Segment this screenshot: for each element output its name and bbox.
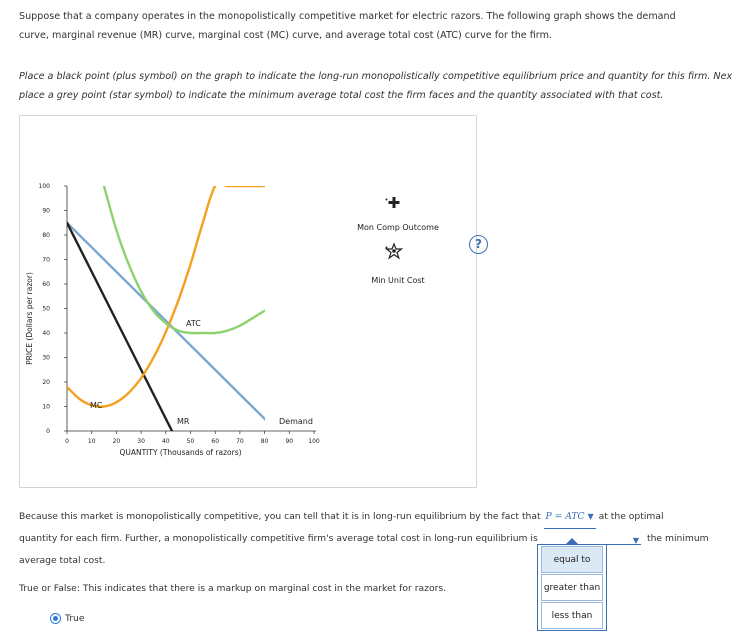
atc-curve [104, 186, 302, 333]
tool-mon-comp-outcome[interactable] [357, 197, 439, 232]
x-tick-label: 50 [186, 438, 195, 445]
instruction-line-1: Place a black point (plus symbol) on the graph to indicate the long-run monopolistically competitive equilibrium price and quantity for this firm. Nex [19, 71, 732, 82]
q1-text-1: Because this market is monopolistically competitive, you can tell that it is in long-run equilibrium by the fact that [19, 511, 541, 522]
x-tick-label: 40 [161, 438, 170, 445]
atc-label: ATC [186, 319, 201, 328]
condition-dropdown-value: P = ATC [545, 511, 585, 522]
condition-dropdown[interactable] [544, 506, 596, 529]
instruction-line-2: place a grey point (star symbol) to indicate the minimum average total cost the firm faces and the quantity associated with that cost. [19, 89, 664, 101]
y-axis-label: PRICE (Dollars per razor) [25, 272, 34, 365]
true-false-question: True or False: This indicates that there is a markup on marginal cost in the market for razors. [19, 583, 447, 594]
y-tick-label: 0 [46, 428, 50, 435]
intro-text: Suppose that a company operates in the monopolistically competitive market for electric razors. The following graph shows the demand curve, marginal revenue (MR) curve, marginal cost (MC) curve, and average total cost (ATC) curve for the firm. [19, 11, 676, 41]
x-tick-label: 60 [211, 438, 220, 445]
instruction-text [19, 68, 732, 105]
chevron-down-icon: ▼ [632, 536, 639, 545]
comparison-dropdown-menu [537, 544, 607, 631]
radio-selected-icon [50, 613, 61, 624]
mc-label: MC [90, 401, 103, 410]
x-axis-label: QUANTITY (Thousands of razors) [119, 448, 242, 457]
y-tick-label: 50 [42, 305, 50, 313]
tool-label-mon-comp: Mon Comp Outcome [357, 223, 439, 232]
mr-label: MR [177, 417, 190, 426]
menu-option-greater-than[interactable]: greater than [541, 574, 603, 601]
x-tick-label: 30 [137, 438, 145, 445]
q1-line-1 [19, 506, 695, 528]
graph-canvas[interactable] [20, 116, 476, 487]
y-tick-label: 100 [38, 183, 50, 190]
graph-panel [19, 115, 482, 488]
q1-text-2: at the optimal [598, 511, 664, 522]
x-tick-label: 90 [285, 438, 294, 445]
plus-point-icon [386, 197, 400, 208]
y-tick-label: 40 [42, 330, 50, 337]
q1-text-4: the minimum [647, 533, 709, 544]
radio-true-label: True [65, 613, 85, 624]
y-tick-label: 20 [42, 379, 50, 386]
x-tick-label: 100 [308, 438, 320, 445]
menu-option-equal-to[interactable]: equal to [541, 546, 603, 573]
y-tick-label: 30 [42, 354, 50, 362]
radio-true[interactable] [50, 613, 85, 624]
y-tick-label: 90 [42, 207, 50, 215]
q1-text-3: quantity for each firm. Further, a monopolistically competitive firm's average total cost in long-run equilibrium is [19, 533, 538, 544]
x-tick-label: 0 [65, 438, 69, 445]
chevron-down-icon: ▼ [587, 512, 594, 521]
x-tick-label: 70 [236, 438, 244, 445]
tool-min-unit-cost[interactable] [371, 244, 424, 285]
y-tick-label: 60 [42, 281, 50, 288]
menu-option-less-than[interactable]: less than [541, 602, 603, 629]
demand-label: Demand [279, 417, 313, 426]
x-tick-label: 20 [112, 438, 121, 445]
tool-label-min-unit-cost: Min Unit Cost [371, 276, 425, 285]
star-point-icon [386, 244, 402, 258]
chart-curves [67, 183, 302, 431]
x-tick-label: 10 [87, 438, 96, 445]
y-tick-label: 10 [42, 403, 50, 411]
y-tick-label: 80 [42, 232, 50, 239]
comparison-dropdown[interactable] [537, 528, 641, 545]
x-tick-label: 80 [260, 438, 269, 445]
help-button[interactable]: ? [469, 235, 488, 254]
y-tick-label: 70 [42, 256, 50, 264]
menu-pointer [565, 538, 579, 545]
mc-curve [67, 183, 277, 406]
q1-text-5: average total cost. [19, 555, 106, 566]
